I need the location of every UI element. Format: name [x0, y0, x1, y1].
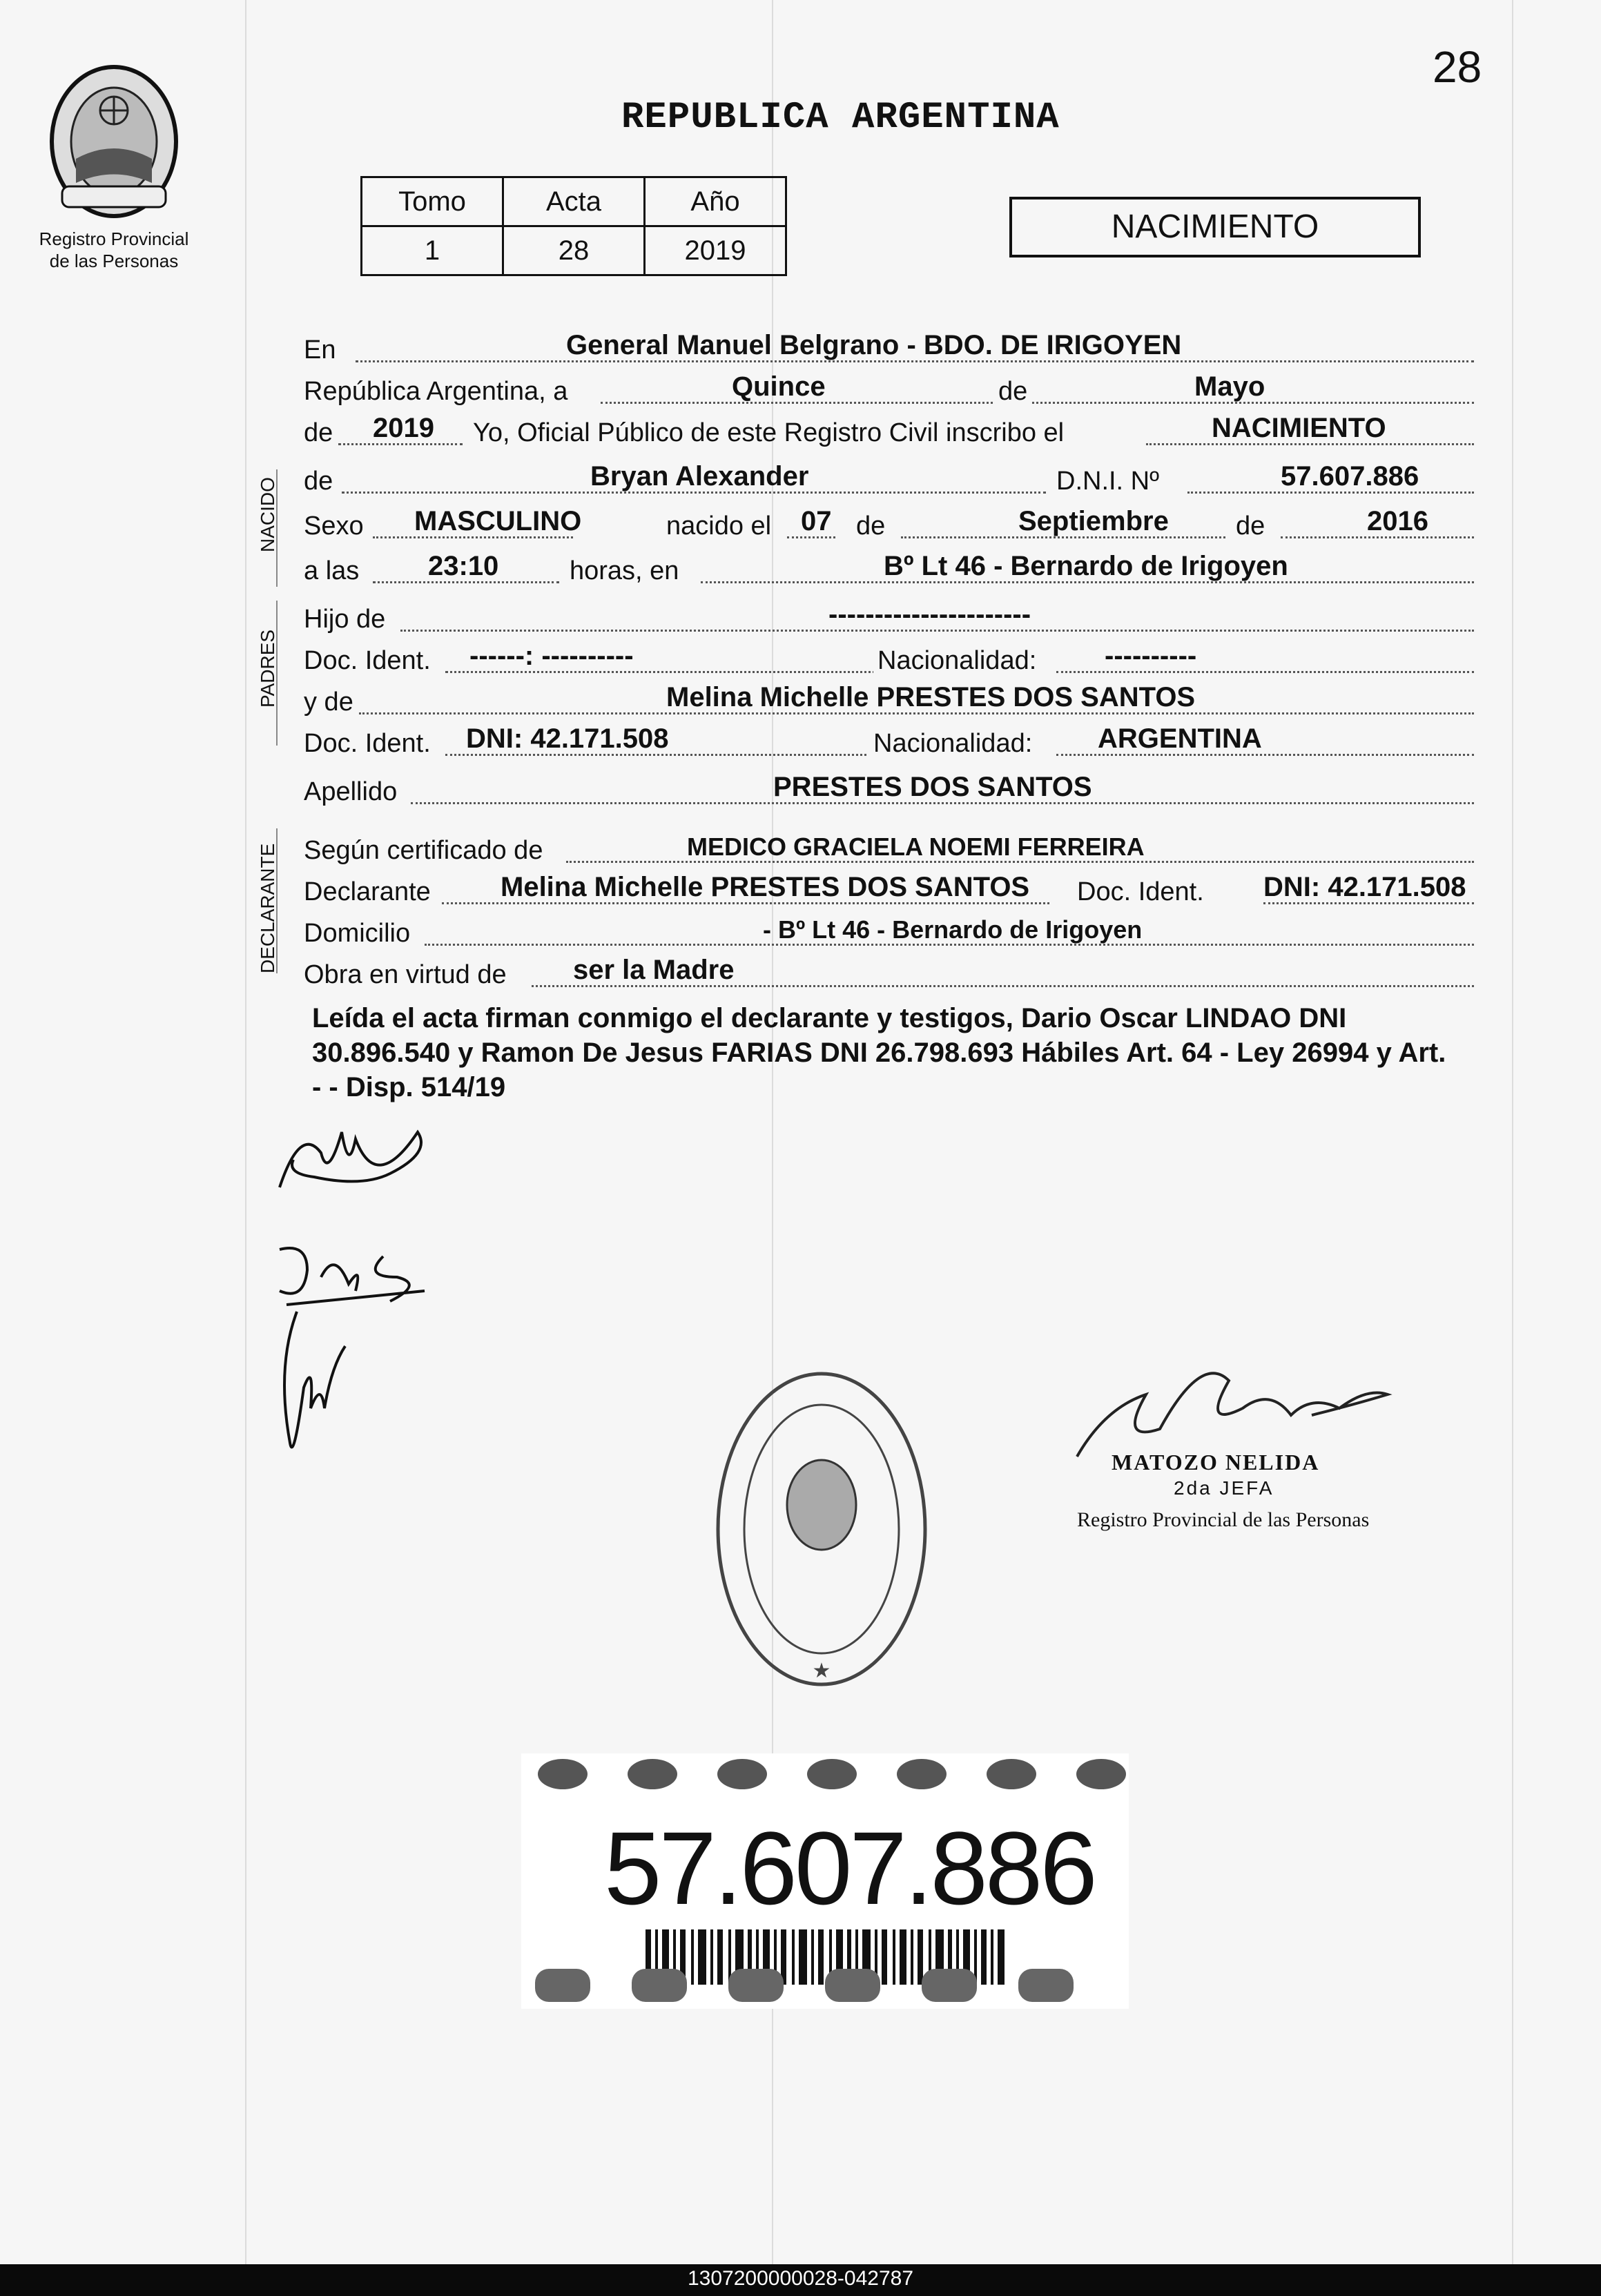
label-nacionalidad: Nacionalidad:: [873, 646, 1040, 676]
value-declarant: Melina Michelle PRESTES DOS SANTOS: [501, 872, 1030, 902]
official-name: MATOZO NELIDA: [1112, 1450, 1320, 1475]
sticker-pattern-top: [521, 1753, 1129, 1802]
value-obra: ser la Madre: [573, 955, 735, 985]
field-row-name: [304, 459, 1477, 500]
official-role: 2da JEFA: [1174, 1477, 1274, 1499]
signature-witness: [255, 1305, 359, 1470]
legal-text: Leída el acta firman conmigo el declarante y testigos, Dario Oscar LINDAO DNI 30.896.540 y Ramon De Jesus FARIAS DNI 26.798.693 Hábiles Art. 64 - Ley 26994 y Art. - - Disp. 514/19: [312, 1003, 1446, 1102]
label-sexo: Sexo: [304, 512, 364, 541]
field-row-sex: [304, 504, 1477, 545]
caption-line: Registro Provincial: [39, 228, 189, 249]
sticker-pattern-bottom: [521, 1961, 1129, 2009]
value-tomo: 1: [362, 226, 503, 275]
footer-code: 1307200000028-042787: [688, 2267, 913, 2290]
value-acta: 28: [503, 226, 645, 275]
field-row-certificate: [304, 828, 1477, 870]
svg-text:★: ★: [812, 1659, 831, 1683]
section-label-padres: PADRES: [257, 629, 278, 708]
label-republica: República Argentina, a: [304, 377, 568, 406]
value-anio: 2019: [645, 226, 786, 275]
id-number-sticker: [521, 1753, 1129, 2009]
label-apellido: Apellido: [304, 777, 398, 806]
label-de: de: [304, 418, 333, 447]
value-father-doc: ------: ----------: [469, 641, 634, 671]
label-doc-ident: Doc. Ident.: [1077, 877, 1204, 906]
value-child-dni: 57.607.886: [1281, 461, 1419, 492]
header-acta: Acta: [503, 177, 645, 226]
value-certificate: MEDICO GRACIELA NOEMI FERREIRA: [687, 833, 1145, 861]
label-declarante: Declarante: [304, 877, 431, 906]
label-doc-ident: Doc. Ident.: [304, 729, 431, 758]
header-anio: Año: [645, 177, 786, 226]
value-birth-day: 07: [801, 506, 832, 536]
value-surname: PRESTES DOS SANTOS: [773, 772, 1092, 802]
field-row-obra: [304, 953, 1477, 994]
value-month: Mayo: [1194, 371, 1265, 402]
caption-line: de las Personas: [49, 251, 179, 271]
label-yo-oficial: Yo, Oficial Público de este Registro Civil inscribo el: [473, 418, 1065, 447]
record-type-box: NACIMIENTO: [1009, 197, 1421, 257]
label-de: de: [856, 512, 886, 541]
signature-dos: [266, 1236, 445, 1312]
document-title: REPUBLICA ARGENTINA: [621, 97, 1060, 139]
label-y-de: y de: [304, 688, 353, 717]
value-birth-year: 2016: [1367, 506, 1428, 536]
value-mother-nationality: ARGENTINA: [1098, 723, 1262, 754]
field-row-father: [304, 597, 1477, 639]
label-de: de: [304, 467, 333, 496]
label-horas-en: horas, en: [570, 556, 679, 585]
value-sex: MASCULINO: [414, 506, 582, 536]
field-row-address: [304, 911, 1477, 953]
value-declarant-doc: DNI: 42.171.508: [1263, 872, 1466, 902]
field-row-mother-doc: [304, 721, 1477, 763]
label-domicilio: Domicilio: [304, 919, 411, 948]
value-locality: General Manuel Belgrano - BDO. DE IRIGOYEN: [566, 330, 1182, 360]
signature-mp: [273, 1111, 452, 1215]
value-birth-time: 23:10: [428, 551, 499, 581]
label-doc-ident: Doc. Ident.: [304, 646, 431, 675]
value-inscription: NACIMIENTO: [1212, 413, 1386, 443]
value-child-name: Bryan Alexander: [590, 461, 809, 492]
label-a-las: a las: [304, 556, 360, 585]
registry-caption: [21, 228, 207, 272]
label-nacido-el: nacido el: [666, 512, 772, 541]
label-hijo-de: Hijo de: [304, 605, 386, 634]
register-table: [360, 176, 787, 276]
sticker-dni-number: 57.607.886: [604, 1810, 1095, 1926]
province-emblem-logo: [41, 62, 186, 221]
label-nacionalidad: Nacionalidad:: [873, 729, 1033, 758]
value-mother-doc: DNI: 42.171.508: [466, 723, 669, 754]
value-address: - Bº Lt 46 - Bernardo de Irigoyen: [763, 915, 1143, 944]
label-en: En: [304, 335, 336, 364]
value-birth-place: Bº Lt 46 - Bernardo de Irigoyen: [884, 551, 1288, 581]
header-tomo: Tomo: [362, 177, 503, 226]
section-label-declarante: DECLARANTE: [257, 843, 278, 973]
field-row-mother: [304, 680, 1477, 721]
label-de: de: [994, 377, 1031, 407]
value-day: Quince: [732, 371, 826, 402]
field-row-time: [304, 549, 1477, 590]
label-obra: Obra en virtud de: [304, 960, 507, 989]
field-row-year: [304, 411, 1477, 452]
registry-seal-stamp: [711, 1367, 932, 1691]
page-number: 28: [1433, 42, 1482, 92]
field-row-date: [304, 369, 1477, 411]
field-row-father-doc: [304, 639, 1477, 680]
value-father-name: ----------------------: [828, 599, 1031, 630]
value-birth-month: Septiembre: [1018, 506, 1169, 536]
section-label-nacido: NACIDO: [257, 477, 278, 552]
fold-line: [1512, 0, 1513, 2264]
value-father-nationality: ----------: [1105, 641, 1197, 671]
label-dni: D.N.I. Nº: [1056, 467, 1159, 496]
label-certificado: Según certificado de: [304, 836, 543, 865]
fold-line: [245, 0, 246, 2264]
value-mother-name: Melina Michelle PRESTES DOS SANTOS: [666, 682, 1196, 712]
value-year: 2019: [373, 413, 434, 443]
official-office: Registro Provincial de las Personas: [1077, 1508, 1370, 1531]
field-row-en: [304, 328, 1477, 369]
field-row-declarant: [304, 870, 1477, 911]
label-de: de: [1236, 512, 1265, 541]
field-row-surname: [304, 770, 1477, 811]
